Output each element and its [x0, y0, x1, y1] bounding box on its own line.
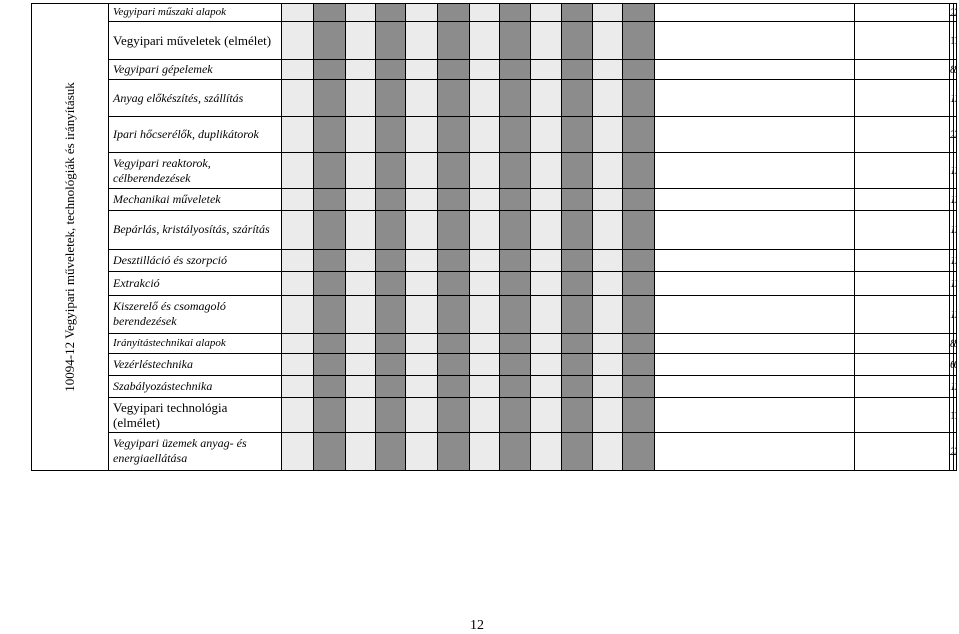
schedule-cell — [593, 376, 623, 398]
schedule-cell — [655, 189, 855, 211]
schedule-cell — [531, 249, 562, 271]
schedule-cell — [314, 376, 346, 398]
schedule-cell — [623, 271, 655, 295]
schedule-cell — [655, 334, 855, 354]
schedule-cell — [376, 295, 406, 333]
subject-name: Irányítástechnikai alapok — [109, 334, 282, 354]
schedule-cell — [855, 334, 950, 354]
schedule-cell — [314, 152, 346, 188]
schedule-cell — [500, 116, 531, 152]
schedule-cell — [655, 432, 855, 470]
schedule-cell — [376, 152, 406, 188]
schedule-cell — [346, 80, 376, 116]
hours-value-2 — [953, 189, 957, 211]
schedule-cell — [623, 4, 655, 22]
table-row — [32, 4, 957, 22]
schedule-cell — [376, 354, 406, 376]
schedule-cell — [855, 116, 950, 152]
schedule-cell — [500, 189, 531, 211]
schedule-cell — [500, 354, 531, 376]
subject-name: Vegyipari technológia (elmélet) — [109, 398, 282, 432]
schedule-cell — [655, 60, 855, 80]
subject-name: Vegyipari műveletek (elmélet) — [109, 22, 282, 60]
schedule-cell — [470, 354, 500, 376]
schedule-cell — [623, 152, 655, 188]
subject-name: Vegyipari reaktorok, célberendezések — [109, 152, 282, 188]
schedule-cell — [376, 4, 406, 22]
hours-value-2 — [953, 295, 957, 333]
schedule-cell — [855, 80, 950, 116]
schedule-cell — [470, 4, 500, 22]
schedule-cell — [855, 398, 950, 432]
schedule-cell — [314, 116, 346, 152]
subject-name: Vegyipari üzemek anyag- és energiaellátása — [109, 432, 282, 470]
schedule-cell — [406, 116, 438, 152]
schedule-cell — [500, 376, 531, 398]
schedule-cell — [346, 60, 376, 80]
schedule-cell — [470, 334, 500, 354]
schedule-cell — [562, 295, 593, 333]
page-number: 12 — [470, 618, 484, 633]
schedule-cell — [623, 334, 655, 354]
schedule-cell — [500, 432, 531, 470]
schedule-cell — [531, 432, 562, 470]
hours-value-2 — [953, 376, 957, 398]
schedule-cell — [562, 432, 593, 470]
schedule-cell — [562, 4, 593, 22]
schedule-cell — [376, 249, 406, 271]
schedule-cell — [282, 60, 314, 80]
schedule-cell — [346, 249, 376, 271]
schedule-cell — [438, 80, 470, 116]
hours-value-2 — [953, 4, 957, 22]
schedule-cell — [406, 22, 438, 60]
schedule-cell — [655, 376, 855, 398]
schedule-cell — [623, 189, 655, 211]
schedule-cell — [655, 152, 855, 188]
schedule-cell — [531, 295, 562, 333]
schedule-cell — [314, 4, 346, 22]
module-title: 10094-12 Vegyipari műveletek, technológiák és irányításuk — [62, 82, 77, 392]
schedule-cell — [314, 211, 346, 249]
schedule-cell — [562, 80, 593, 116]
schedule-cell — [406, 398, 438, 432]
subject-name: Kiszerelő és csomagoló berendezések — [109, 295, 282, 333]
schedule-cell — [314, 80, 346, 116]
schedule-cell — [531, 334, 562, 354]
schedule-cell — [593, 295, 623, 333]
table-row — [32, 376, 957, 398]
table-row — [32, 295, 957, 333]
hours-value-1 — [950, 4, 954, 22]
schedule-cell — [500, 211, 531, 249]
schedule-cell — [406, 432, 438, 470]
schedule-cell — [531, 271, 562, 295]
schedule-cell — [562, 398, 593, 432]
schedule-cell — [655, 295, 855, 333]
hours-value-2 — [953, 432, 957, 470]
schedule-cell — [376, 60, 406, 80]
schedule-cell — [593, 116, 623, 152]
hours-value-2 — [953, 80, 957, 116]
schedule-cell — [346, 334, 376, 354]
schedule-cell — [346, 152, 376, 188]
schedule-cell — [314, 189, 346, 211]
schedule-cell — [470, 60, 500, 80]
schedule-cell — [282, 398, 314, 432]
schedule-cell — [438, 4, 470, 22]
schedule-cell — [470, 80, 500, 116]
schedule-cell — [470, 22, 500, 60]
schedule-cell — [593, 249, 623, 271]
schedule-cell — [470, 189, 500, 211]
schedule-cell — [406, 80, 438, 116]
hours-value-1 — [950, 60, 954, 80]
schedule-cell — [500, 152, 531, 188]
schedule-cell — [500, 398, 531, 432]
schedule-cell — [531, 354, 562, 376]
schedule-cell — [562, 152, 593, 188]
schedule-cell — [376, 398, 406, 432]
schedule-cell — [376, 80, 406, 116]
schedule-cell — [470, 398, 500, 432]
schedule-cell — [346, 376, 376, 398]
table-row — [32, 80, 957, 116]
hours-value-2 — [953, 271, 957, 295]
schedule-cell — [531, 22, 562, 60]
schedule-cell — [282, 211, 314, 249]
schedule-cell — [855, 249, 950, 271]
schedule-cell — [438, 249, 470, 271]
schedule-cell — [655, 116, 855, 152]
hours-value-2 — [953, 354, 957, 376]
schedule-cell — [438, 152, 470, 188]
schedule-cell — [438, 189, 470, 211]
schedule-cell — [470, 211, 500, 249]
table-row — [32, 189, 957, 211]
schedule-cell — [855, 376, 950, 398]
schedule-cell — [593, 432, 623, 470]
schedule-cell — [500, 334, 531, 354]
schedule-cell — [855, 189, 950, 211]
schedule-cell — [406, 211, 438, 249]
schedule-cell — [562, 271, 593, 295]
schedule-cell — [855, 295, 950, 333]
schedule-cell — [314, 60, 346, 80]
schedule-cell — [346, 432, 376, 470]
schedule-cell — [282, 249, 314, 271]
schedule-cell — [438, 432, 470, 470]
schedule-cell — [282, 116, 314, 152]
schedule-cell — [314, 295, 346, 333]
schedule-cell — [282, 376, 314, 398]
schedule-cell — [531, 376, 562, 398]
schedule-cell — [470, 152, 500, 188]
schedule-cell — [623, 60, 655, 80]
hours-value-2 — [953, 152, 957, 188]
schedule-cell — [282, 354, 314, 376]
schedule-cell — [655, 4, 855, 22]
schedule-cell — [376, 334, 406, 354]
schedule-cell — [562, 189, 593, 211]
schedule-cell — [562, 211, 593, 249]
schedule-cell — [623, 354, 655, 376]
schedule-cell — [855, 432, 950, 470]
schedule-cell — [438, 271, 470, 295]
subject-name: Vezérléstechnika — [109, 354, 282, 376]
schedule-cell — [593, 60, 623, 80]
schedule-cell — [655, 354, 855, 376]
schedule-cell — [623, 22, 655, 60]
schedule-cell — [470, 271, 500, 295]
schedule-cell — [593, 398, 623, 432]
schedule-cell — [855, 4, 950, 22]
subject-name: Szabályozástechnika — [109, 376, 282, 398]
schedule-cell — [855, 152, 950, 188]
table-row — [32, 152, 957, 188]
subject-name: Vegyipari műszaki alapok — [109, 4, 282, 22]
schedule-cell — [346, 116, 376, 152]
schedule-cell — [470, 116, 500, 152]
schedule-cell — [562, 334, 593, 354]
schedule-cell — [500, 4, 531, 22]
schedule-cell — [376, 432, 406, 470]
schedule-cell — [500, 295, 531, 333]
schedule-cell — [438, 295, 470, 333]
schedule-cell — [346, 189, 376, 211]
schedule-cell — [314, 22, 346, 60]
table-row — [32, 60, 957, 80]
schedule-cell — [282, 295, 314, 333]
schedule-cell — [346, 22, 376, 60]
table-row — [32, 116, 957, 152]
schedule-cell — [406, 4, 438, 22]
schedule-cell — [406, 60, 438, 80]
subject-name: Desztilláció és szorpció — [109, 249, 282, 271]
schedule-cell — [500, 60, 531, 80]
schedule-cell — [531, 60, 562, 80]
schedule-cell — [314, 334, 346, 354]
schedule-cell — [376, 271, 406, 295]
hours-value-2 — [953, 249, 957, 271]
schedule-cell — [855, 354, 950, 376]
schedule-cell — [438, 22, 470, 60]
schedule-cell — [655, 80, 855, 116]
schedule-cell — [500, 22, 531, 60]
schedule-cell — [562, 60, 593, 80]
hours-value-2 — [953, 211, 957, 249]
schedule-cell — [593, 334, 623, 354]
schedule-cell — [531, 4, 562, 22]
schedule-cell — [376, 189, 406, 211]
subject-name: Mechanikai műveletek — [109, 189, 282, 211]
schedule-cell — [623, 211, 655, 249]
schedule-cell — [314, 398, 346, 432]
table-row — [32, 22, 957, 60]
schedule-cell — [593, 22, 623, 60]
schedule-cell — [623, 398, 655, 432]
schedule-cell — [531, 80, 562, 116]
schedule-cell — [314, 249, 346, 271]
schedule-cell — [855, 271, 950, 295]
schedule-cell — [855, 22, 950, 60]
hours-value-2 — [953, 60, 957, 80]
schedule-cell — [438, 334, 470, 354]
subject-name: Ipari hőcserélők, duplikátorok — [109, 116, 282, 152]
schedule-cell — [376, 211, 406, 249]
schedule-cell — [346, 271, 376, 295]
schedule-cell — [655, 398, 855, 432]
schedule-cell — [531, 189, 562, 211]
schedule-cell — [655, 22, 855, 60]
table-row — [32, 354, 957, 376]
schedule-cell — [593, 4, 623, 22]
schedule-cell — [282, 152, 314, 188]
schedule-cell — [282, 334, 314, 354]
schedule-cell — [438, 376, 470, 398]
schedule-cell — [470, 249, 500, 271]
schedule-cell — [406, 295, 438, 333]
table-row — [32, 211, 957, 249]
schedule-cell — [655, 211, 855, 249]
schedule-cell — [282, 22, 314, 60]
schedule-cell — [282, 271, 314, 295]
schedule-cell — [500, 80, 531, 116]
hours-value-2 — [953, 116, 957, 152]
schedule-cell — [282, 189, 314, 211]
schedule-cell — [376, 116, 406, 152]
schedule-cell — [438, 60, 470, 80]
hours-value-2 — [953, 398, 957, 432]
schedule-cell — [314, 271, 346, 295]
schedule-cell — [406, 271, 438, 295]
table-row — [32, 334, 957, 354]
schedule-cell — [562, 22, 593, 60]
schedule-cell — [562, 116, 593, 152]
schedule-cell — [282, 80, 314, 116]
schedule-cell — [562, 249, 593, 271]
schedule-cell — [593, 80, 623, 116]
schedule-cell — [438, 398, 470, 432]
hours-value-2 — [953, 22, 957, 60]
hours-value-2 — [953, 334, 957, 354]
schedule-cell — [593, 189, 623, 211]
schedule-cell — [500, 271, 531, 295]
schedule-cell — [623, 376, 655, 398]
schedule-cell — [623, 249, 655, 271]
schedule-cell — [438, 354, 470, 376]
schedule-cell — [593, 211, 623, 249]
subject-name: Extrakció — [109, 271, 282, 295]
schedule-cell — [655, 271, 855, 295]
schedule-cell — [314, 432, 346, 470]
schedule-cell — [346, 211, 376, 249]
table-row — [32, 271, 957, 295]
schedule-cell — [562, 354, 593, 376]
hours-value-1 — [950, 334, 954, 354]
schedule-cell — [406, 334, 438, 354]
schedule-cell — [438, 116, 470, 152]
schedule-cell — [562, 376, 593, 398]
schedule-cell — [282, 432, 314, 470]
schedule-cell — [470, 376, 500, 398]
schedule-cell — [531, 211, 562, 249]
schedule-cell — [406, 152, 438, 188]
curriculum-table — [31, 3, 957, 471]
schedule-cell — [593, 271, 623, 295]
schedule-cell — [346, 354, 376, 376]
table-row — [32, 398, 957, 432]
schedule-cell — [655, 249, 855, 271]
subject-name: Anyag előkészítés, szállítás — [109, 80, 282, 116]
schedule-cell — [406, 249, 438, 271]
schedule-cell — [406, 354, 438, 376]
schedule-cell — [282, 4, 314, 22]
schedule-cell — [346, 295, 376, 333]
schedule-cell — [346, 4, 376, 22]
schedule-cell — [470, 432, 500, 470]
schedule-cell — [531, 398, 562, 432]
schedule-cell — [593, 152, 623, 188]
table-row — [32, 249, 957, 271]
subject-name: Vegyipari gépelemek — [109, 60, 282, 80]
schedule-cell — [623, 432, 655, 470]
schedule-cell — [406, 376, 438, 398]
schedule-cell — [500, 249, 531, 271]
schedule-cell — [855, 211, 950, 249]
schedule-cell — [531, 116, 562, 152]
schedule-cell — [623, 295, 655, 333]
schedule-cell — [376, 22, 406, 60]
table-row — [32, 432, 957, 470]
schedule-cell — [623, 80, 655, 116]
schedule-cell — [470, 295, 500, 333]
schedule-cell — [314, 354, 346, 376]
module-title-cell — [32, 4, 109, 471]
schedule-cell — [376, 376, 406, 398]
schedule-cell — [593, 354, 623, 376]
schedule-cell — [406, 189, 438, 211]
schedule-cell — [346, 398, 376, 432]
schedule-cell — [855, 60, 950, 80]
schedule-cell — [531, 152, 562, 188]
schedule-cell — [623, 116, 655, 152]
subject-name: Bepárlás, kristályosítás, szárítás — [109, 211, 282, 249]
schedule-cell — [438, 211, 470, 249]
